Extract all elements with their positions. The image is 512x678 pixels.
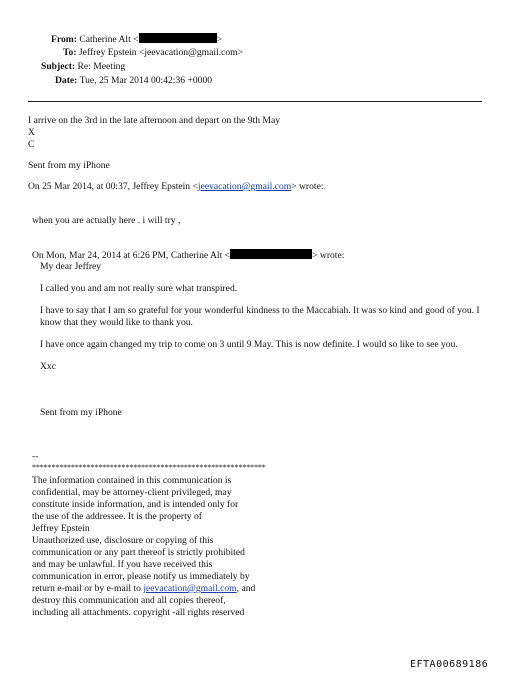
disclaimer-line: destroy this communication and all copies thereof,	[32, 595, 226, 606]
sent-from-iphone: Sent from my iPhone	[28, 160, 110, 171]
body-line-c: C	[28, 139, 35, 150]
to-row	[63, 47, 243, 59]
paragraph-3: I have once again changed my trip to come on 3 until 9 May. This is now definite. I would so like to see you.	[40, 339, 458, 350]
disclaimer-line	[32, 583, 255, 595]
subject-label: Subject:	[41, 61, 76, 72]
paragraph-1: I called you and am not really sure what transpired.	[40, 283, 238, 294]
disclaimer-line: confidential, may be attorney-client privileged, may	[32, 487, 232, 498]
disclaimer-line: Unauthorized use, disclosure or copying of this	[32, 535, 214, 546]
disclaimer-line: The information contained in this communication is	[32, 475, 232, 486]
document-id: EFTA00689186	[410, 659, 489, 670]
date-row	[55, 75, 212, 87]
sent-from-iphone-2: Sent from my iPhone	[40, 407, 122, 418]
quote2-prefix: On Mon, Mar 24, 2014 at 6:26 PM, Catherine Alt <	[32, 250, 231, 261]
quote1-prefix: On 25 Mar 2014, at 00:37, Jeffrey Epstein <	[28, 181, 198, 192]
quote-header-1	[28, 181, 324, 193]
reply-line: when you are actually here . i will try ,	[32, 215, 181, 226]
disclaimer-line: and may be unlawful. If you have received this	[32, 559, 213, 570]
to-value: Jeffrey Epstein <jeevacation@gmail.com>	[78, 47, 244, 58]
date-label: Date:	[55, 75, 78, 86]
disclaimer-line: the use of the addressee. It is the property of	[32, 511, 202, 522]
body-line-1: I arrive on the 3rd in the late afternoon and depart on the 9th May	[28, 115, 281, 126]
redaction-box	[139, 33, 217, 43]
email-link[interactable]: jeevacation@gmail.com	[197, 181, 292, 192]
email-link[interactable]: jeevacation@gmail.com	[143, 583, 237, 594]
disclaimer-line: communication in error, please notify us immediately by	[32, 571, 250, 582]
body-line-x: X	[28, 127, 35, 138]
quote2-suffix: > wrote:	[312, 250, 345, 261]
subject-row	[41, 61, 125, 73]
subject-value: Re: Meeting	[77, 61, 126, 72]
disclaimer-line: including all attachments. copyright -all rights reserved	[32, 607, 245, 618]
signoff: Xxc	[40, 361, 56, 372]
from-close: >	[216, 34, 222, 45]
star-divider: ************************************************************	[32, 463, 266, 472]
from-value: Catherine Alt <	[79, 34, 139, 45]
greeting: My dear Jeffrey	[40, 261, 102, 272]
quote1-suffix: > wrote:	[291, 181, 324, 192]
disclaimer-line: communication or any part thereof is strictly prohibited	[32, 547, 245, 558]
disclaimer-line: Jeffrey Epstein	[32, 523, 90, 534]
signature-dashes: --	[32, 451, 39, 462]
disclaimer-suffix: , and	[236, 583, 256, 594]
date-value: Tue, 25 Mar 2014 00:42:36 +0000	[79, 75, 213, 86]
disclaimer-prefix: return e-mail or by e-mail to	[32, 583, 144, 594]
disclaimer-line: constitute inside information, and is intended only for	[32, 499, 239, 510]
from-label: From:	[51, 34, 77, 45]
from-row	[51, 33, 222, 46]
paragraph-2: I have to say that I am so grateful for your wonderful kindness to the Maccabiah. It was so kind and good of you. I know that they would like to thank you.	[40, 305, 480, 328]
to-label: To:	[63, 47, 77, 58]
redaction-box	[230, 249, 312, 259]
header-divider	[28, 101, 482, 102]
